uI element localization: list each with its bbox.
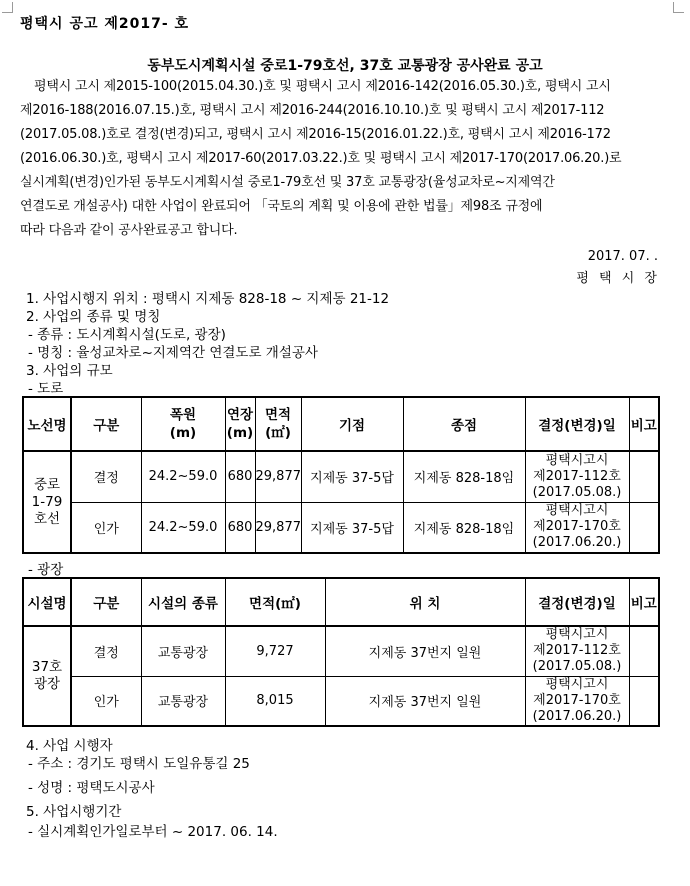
road-col-note: 비고 <box>629 397 659 451</box>
section-4-name: - 성명 : 평택도시공사 <box>28 780 155 796</box>
section-4-address: - 주소 : 경기도 평택시 도일유통길 25 <box>28 756 250 772</box>
plaza-col-location: 위 치 <box>325 578 525 626</box>
table-row <box>23 502 659 553</box>
road-label: - 도로 <box>28 381 64 397</box>
plaza-table-header <box>23 578 659 626</box>
row-note <box>629 451 659 502</box>
section-1-location: 1. 사업시행지 위치 : 평택시 지제동 828-18 ~ 지제동 21-12 <box>26 291 390 307</box>
row-start: 지제동 37-5답 <box>301 502 403 553</box>
row-note <box>629 676 659 726</box>
road-col-area: 면적 (㎡) <box>255 397 301 451</box>
row-area: 9,727 <box>225 626 325 676</box>
notice-date: 2017. 07. . <box>587 249 658 264</box>
page-corner-mark-left <box>2 2 13 13</box>
row-type: 결정 <box>71 626 141 676</box>
row-end: 지제동 828-18임 <box>403 502 525 553</box>
body-line: (2016.06.30.)호, 평택시 고시 제2017-60(2017.03.22.)호 및 평택시 고시 제2017-170(2017.06.20.)로 <box>20 151 622 166</box>
section-5-period: - 실시계획인가일로부터 ~ 2017. 06. 14. <box>28 824 278 840</box>
row-start: 지제동 37-5답 <box>301 451 403 502</box>
row-area: 8,015 <box>225 676 325 726</box>
section-3-heading: 3. 사업의 규모 <box>26 363 113 379</box>
row-width: 24.2~59.0 <box>141 502 225 553</box>
row-type: 결정 <box>71 451 141 502</box>
road-col-start: 기점 <box>301 397 403 451</box>
body-line: 연결도로 개설공사) 대한 사업이 완료되어 「국토의 계획 및 이용에 관한 법률」제98조 규정에 <box>20 199 543 214</box>
row-type: 인가 <box>71 502 141 553</box>
row-length: 680 <box>225 451 255 502</box>
row-length: 680 <box>225 502 255 553</box>
plaza-col-type: 구분 <box>71 578 141 626</box>
row-decision: 평택시고시 제2017-170호 (2017.06.20.) <box>525 676 629 726</box>
plaza-col-facility: 시설명 <box>23 578 71 626</box>
body-line: 평택시 고시 제2015-100(2015.04.30.)호 및 평택시 고시 제2016-142(2016.05.30.)호, 평택시 고시 <box>34 79 611 94</box>
table-row <box>23 451 659 502</box>
row-width: 24.2~59.0 <box>141 451 225 502</box>
facility-name: 37호 광장 <box>23 626 71 726</box>
body-line: (2017.05.08.)호로 결정(변경)되고, 평택시 고시 제2016-15(2016.01.22.)호, 평택시 고시 제2016-172 <box>20 127 611 142</box>
road-col-type: 구분 <box>71 397 141 451</box>
plaza-col-area: 면적(㎡) <box>225 578 325 626</box>
doc-number: 평택시 공고 제2017- 호 <box>20 16 190 32</box>
plaza-col-decision: 결정(변경)일 <box>525 578 629 626</box>
body-line: 실시계획(변경)인가된 동부도시계획시설 중로1-79호선 및 37호 교통광장(율성교차로~지제역간 <box>20 175 555 190</box>
section-2-type: - 종류 : 도시계획시설(도로, 광장) <box>28 327 226 343</box>
section-2-name: - 명칭 : 율성교차로~지제역간 연결도로 개설공사 <box>28 345 318 361</box>
row-decision: 평택시고시 제2017-170호 (2017.06.20.) <box>525 502 629 553</box>
notice-title: 동부도시계획시설 중로1-79호선, 37호 교통광장 공사완료 공고 <box>147 58 543 74</box>
row-kind: 교통광장 <box>141 626 225 676</box>
row-kind: 교통광장 <box>141 676 225 726</box>
road-col-decision: 결정(변경)일 <box>525 397 629 451</box>
road-col-route: 노선명 <box>23 397 71 451</box>
row-note <box>629 502 659 553</box>
plaza-col-note: 비고 <box>629 578 659 626</box>
row-decision: 평택시고시 제2017-112호 (2017.05.08.) <box>525 626 629 676</box>
road-col-length: 연장 (m) <box>225 397 255 451</box>
section-5-heading: 5. 사업시행기간 <box>26 804 122 820</box>
row-area: 29,877 <box>255 451 301 502</box>
row-area: 29,877 <box>255 502 301 553</box>
row-end: 지제동 828-18임 <box>403 451 525 502</box>
section-4-heading: 4. 사업 시행자 <box>26 738 113 754</box>
signer: 평 택 시 장 <box>576 271 660 286</box>
road-col-end: 종점 <box>403 397 525 451</box>
plaza-col-kind: 시설의 종류 <box>141 578 225 626</box>
road-table <box>22 396 660 554</box>
table-row <box>23 676 659 726</box>
row-decision: 평택시고시 제2017-112호 (2017.05.08.) <box>525 451 629 502</box>
row-note <box>629 626 659 676</box>
body-line: 제2016-188(2016.07.15.)호, 평택시 고시 제2016-244(2016.10.10.)호 및 평택시 고시 제2017-112 <box>20 103 605 118</box>
road-col-width: 폭원 (m) <box>141 397 225 451</box>
route-name: 중로 1-79 호선 <box>23 451 71 553</box>
row-type: 인가 <box>71 676 141 726</box>
plaza-table <box>22 577 660 727</box>
notice-body <box>20 75 666 243</box>
body-line: 따라 다음과 같이 공사완료공고 합니다. <box>20 223 238 238</box>
row-location: 지제동 37번지 일원 <box>325 626 525 676</box>
plaza-label: - 광장 <box>28 562 64 578</box>
table-row <box>23 626 659 676</box>
page-corner-mark-right <box>673 2 684 13</box>
section-2-heading: 2. 사업의 종류 및 명칭 <box>26 309 161 325</box>
road-table-header <box>23 397 659 451</box>
row-location: 지제동 37번지 일원 <box>325 676 525 726</box>
